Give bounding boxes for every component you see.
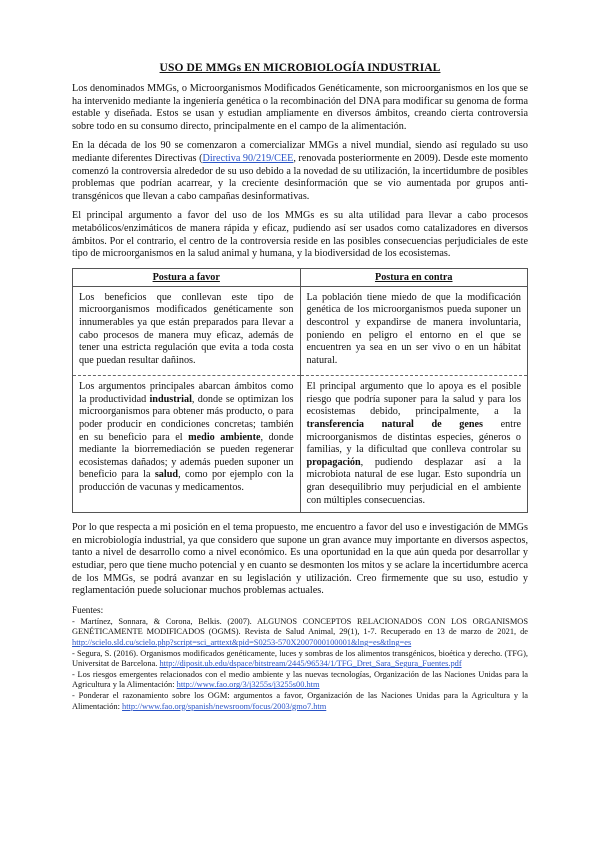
source-ref-4 [72,691,528,712]
history-paragraph [72,140,528,203]
source-ref-1-link[interactable]: http://scielo.sld.cu/scielo.php?script=sci_arttext&pid=S0253-570X2007000100001&lng=es&tlng=es [72,637,412,647]
source-ref-2 [72,649,528,670]
sources-title: Fuentes: [72,604,104,615]
row2-contra-text-2: entre microorganismos de distintas especies, géneros o familias, y la dificultad que conlleva controlar su [306,419,521,456]
source-ref-4-link[interactable]: http://www.fao.org/spanish/newsroom/focus/2003/gmo7.htm [122,701,327,711]
source-ref-4-text: - Ponderar el razonamiento sobre los OGM: argumentos a favor, Organización de las Naciones Unidas para la Agricultura y la Alimentación: [72,690,528,711]
conclusion-paragraph: Por lo que respecta a mi posición en el tema propuesto, me encuentro a favor del uso e investigación de MMGs en microbiología industrial, ya que considero que supone un gran avance muy importante en diversos aspectos, tanto a nivel de desarrollo como a nivel económico. Es una oportunidad en la que aún queda por desarrollar y estudiar, pero que tiene mucho potencial y en cuanto se desmonten los mitos y se aclare la incertidumbre acerca de los MMGs, se podrá avanzar en su legislación y utilización. Creo firmemente que su uso, estudio y reglamentación puede solucionar muchos problemas actuales. [72,522,528,597]
row2-contra-text-3: , pudiendo desplazar así a la microbiota natural de ese lugar. Esto supondría un gran desequilibrio muy perjudicial en el ambiente con múltiples consecuencias. [306,456,521,506]
source-ref-1-text: - Martínez, Sonnara, & Corona, Belkis. (2007). ALGUNOS CONCEPTOS RELACIONADOS CON LOS ORGANISMOS GENÉTICAMENTE MODIFICADOS (OGMS). Revista de Salud Animal, 29(1), 1-7. Recuperado en 13 de marzo de 2021, de [72,616,528,637]
row1-contra-cell: La población tiene miedo de que la modificación genética de los microorganismos pueda suponer un descontrol y expandirse de manera involuntaria, poniendo en peligro el entorno en el que se encuentren ya sea en un ser vivo o en un hábitat natural. [300,286,528,376]
row2-contra-text-1: El principal argumento que lo apoya es el posible riesgo que podría suponer para la salud y para los ecosistemas debido, principalmente, a la [306,381,521,418]
row2-favor-cell [73,376,301,513]
source-ref-1 [72,617,528,649]
header-favor: Postura a favor [73,268,301,286]
source-ref-2-text: - Segura, S. (2016). Organismos modificados genéticamente, luces y sombras de los alimentos transgénicos, bioética y derecho. (TFG), Universitat de Barcelona. [72,648,528,669]
row1-favor-cell: Los beneficios que conllevan este tipo de microorganismos modificados genéticamente son innumerables ya que están preparados para llevar a cabo procesos de manera muy eficaz, además de tener una estricta regulación que evita a toda costa que puedan resultar dañinos. [73,286,301,376]
row2-contra-bold-transferencia: transferencia natural de genes [306,419,484,431]
history-text-after: , renovada posteriormente en 2009). Desde este momento comenzó la controversia alrededor de su uso debido a la novedad de su utilización, la incertidumbre de posibles problemas que podrían acarrear, y la creciente desinformación que se vio aumentada por grupos anti-transgénicos que llevan a cabo campañas desinformativas. [72,152,528,202]
source-ref-3-text: - Los riesgos emergentes relacionados con el medio ambiente y las nuevas tecnologías, Organización de las Naciones Unidas para la Agricultura y la Alimentación: [72,669,528,690]
title-text: USO DE MMGs EN MICROBIOLOGÍA INDUSTRIAL [159,62,441,74]
header-contra: Postura en contra [300,268,528,286]
row2-favor-text-4: , como por ejemplo con la producción de vacunas y medicamentos. [79,469,294,494]
directive-link[interactable]: Directiva 90/219/CEE [202,152,294,164]
row2-favor-bold-industrial: industrial [149,393,192,405]
row2-favor-text-3: , donde mediante la biorremediación se pueden regenerar ecosistemas dañados; y además pueden suponer un beneficio para la [79,431,294,481]
positions-table [72,268,528,514]
source-ref-2-link[interactable]: http://diposit.ub.edu/dspace/bitstream/2445/96534/1/TFG_Dret_Sara_Segura_Fuentes.pdf [159,659,462,669]
arguments-paragraph: El principal argumento a favor del uso de los MMGs es su alta utilidad para llevar a cabo procesos metabólicos/enzimáticos de manera rápida y eficaz, pudiendo así ser usados como catalizadores en diversos ámbitos. Por el contrario, el centro de la controversia reside en las posibles consecuencias perjudiciales de este tipo de microorganismos en la salud animal y humana, y la biodiversidad de los ecosistemas. [72,210,528,260]
intro-paragraph: Los denominados MMGs, o Microorganismos Modificados Genéticamente, son microorganismos en los que se ha intervenido mediante la ingeniería genética o la recombinación del DNA para modificar su genoma de forma estable y diseñada. Estos se usan y estudian ampliamente en diversos ámbitos, creando cierta controversia sobre todo en su consumo directo, principalmente en el campo de la alimentación. [72,83,528,132]
row2-contra-bold-propagacion: propagación [306,456,361,468]
document-page [72,62,528,712]
row2-favor-bold-salud: salud [154,469,179,481]
row2-contra-cell [300,376,528,513]
document-title [72,62,528,74]
row2-favor-text-2: , donde se optimizan los microorganismos para obtener más producto, o para poder producir en condiciones concretas; también en su beneficio para el [79,393,294,443]
source-ref-3-link[interactable]: http://www.fao.org/3/j3255s/j3255s00.htm [176,680,320,690]
row2-favor-bold-medio-ambiente: medio ambiente [188,431,261,443]
row2-favor-text-1: Los argumentos principales abarcan ámbitos como la productividad [79,381,294,405]
history-text-before: En la década de los 90 se comenzaron a comercializar MMGs a nivel mundial, siendo así regulado su uso mediante diferentes Directivas ( [72,140,528,164]
source-ref-3 [72,670,528,691]
